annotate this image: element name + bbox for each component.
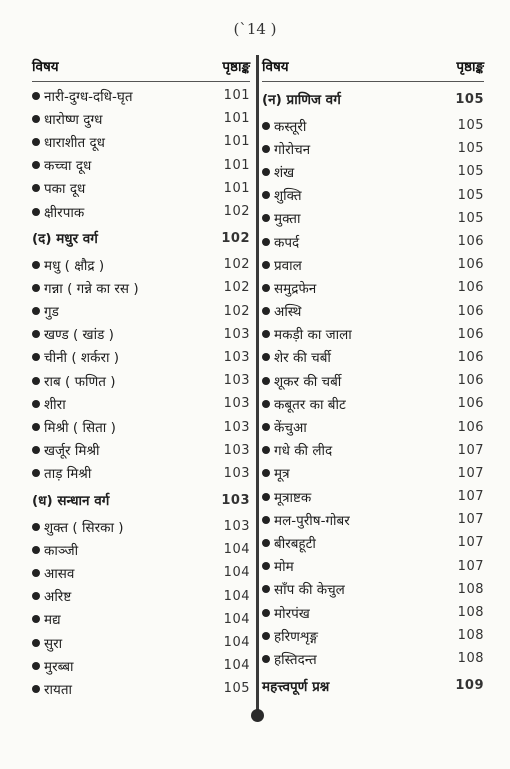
toc-entry bbox=[32, 346, 250, 369]
entry-text: (द) मधुर वर्ग bbox=[32, 231, 98, 248]
entry-page-number: 102 bbox=[221, 230, 250, 246]
entry-text: मुरब्बा bbox=[44, 658, 74, 675]
entry-page-number: 103 bbox=[223, 326, 250, 342]
entry-page-number: 107 bbox=[457, 558, 484, 574]
entry-text: नारी-दुग्ध-दधि-घृत bbox=[44, 88, 133, 105]
entry-title bbox=[262, 580, 345, 598]
bullet-icon bbox=[262, 377, 270, 385]
left-column bbox=[32, 53, 250, 701]
toc-entry bbox=[262, 392, 484, 415]
entry-title bbox=[32, 256, 104, 274]
toc-entry bbox=[32, 515, 250, 538]
entry-page-number: 103 bbox=[223, 396, 250, 412]
entry-title bbox=[32, 541, 78, 559]
entry-page-number: 108 bbox=[457, 581, 484, 597]
entry-text: कपर्द bbox=[274, 234, 300, 251]
bullet-icon bbox=[32, 138, 40, 146]
entry-page-number: 109 bbox=[455, 678, 484, 693]
toc-section-heading bbox=[262, 84, 484, 114]
page-heading: पृष्ठाङ्क bbox=[456, 59, 484, 75]
entry-text: शुक्त ( सिरका ) bbox=[44, 519, 124, 536]
bullet-icon bbox=[32, 353, 40, 361]
entry-text: हरिणशृङ्ग bbox=[274, 628, 318, 645]
toc-entry bbox=[262, 439, 484, 462]
entry-page-number: 104 bbox=[223, 635, 250, 651]
bullet-icon bbox=[262, 446, 270, 454]
entry-title bbox=[262, 117, 306, 135]
entry-text: शंख bbox=[274, 164, 295, 181]
toc-entry bbox=[262, 276, 484, 299]
bullet-icon bbox=[262, 284, 270, 292]
toc-entry bbox=[262, 415, 484, 438]
entry-page-number: 102 bbox=[223, 257, 250, 273]
bullet-icon bbox=[262, 632, 270, 640]
subject-heading: विषय bbox=[262, 59, 289, 75]
entry-text: मुक्ता bbox=[274, 211, 301, 228]
toc-entry bbox=[262, 531, 484, 554]
toc-entry bbox=[262, 578, 484, 601]
bullet-icon bbox=[262, 516, 270, 524]
entry-text: कस्तूरी bbox=[274, 118, 307, 135]
bullet-icon bbox=[32, 307, 40, 315]
bullet-icon bbox=[262, 469, 270, 477]
entry-page-number: 107 bbox=[457, 465, 484, 481]
entry-page-number: 103 bbox=[223, 465, 250, 481]
entry-text: (न) प्राणिज वर्ग bbox=[262, 92, 341, 108]
bullet-icon bbox=[32, 662, 40, 670]
bullet-icon bbox=[32, 546, 40, 554]
bullet-icon bbox=[262, 562, 270, 570]
entry-page-number: 106 bbox=[457, 326, 484, 342]
toc-entry bbox=[262, 624, 484, 647]
entry-title bbox=[262, 464, 290, 482]
toc-entry bbox=[262, 184, 484, 207]
toc-section-heading bbox=[32, 485, 250, 515]
toc-section-heading bbox=[262, 671, 484, 701]
bullet-icon bbox=[262, 168, 270, 176]
bullet-icon bbox=[32, 523, 40, 531]
entry-text: (ध) सन्धान वर्ग bbox=[32, 493, 110, 509]
bullet-icon bbox=[32, 400, 40, 408]
toc-entry bbox=[262, 555, 484, 578]
bullet-icon bbox=[32, 446, 40, 454]
right-contents-list bbox=[262, 84, 484, 701]
divider-end-dot bbox=[251, 709, 264, 722]
entry-text: पका दूध bbox=[44, 181, 86, 198]
entry-title bbox=[32, 279, 139, 297]
entry-page-number: 105 bbox=[457, 141, 484, 157]
entry-page-number: 101 bbox=[223, 88, 250, 104]
bullet-icon bbox=[32, 592, 40, 600]
entry-text: समुद्रफेन bbox=[274, 280, 317, 297]
entry-page-number: 105 bbox=[457, 164, 484, 180]
bullet-icon bbox=[262, 539, 270, 547]
toc-entry bbox=[32, 585, 250, 608]
bullet-icon bbox=[32, 161, 40, 169]
entry-page-number: 106 bbox=[457, 303, 484, 319]
bullet-icon bbox=[32, 330, 40, 338]
entry-title bbox=[262, 511, 350, 529]
entry-text: काञ्जी bbox=[44, 542, 79, 559]
left-header bbox=[32, 53, 250, 75]
column-divider bbox=[256, 55, 259, 713]
bullet-icon bbox=[262, 353, 270, 361]
entry-page-number: 106 bbox=[457, 257, 484, 273]
entry-text: साँप की केचुल bbox=[274, 582, 345, 599]
entry-title bbox=[262, 372, 341, 390]
entry-title bbox=[262, 325, 352, 343]
toc-entry bbox=[32, 538, 250, 561]
entry-title bbox=[32, 491, 109, 509]
bullet-icon bbox=[262, 330, 270, 338]
toc-entry bbox=[262, 253, 484, 276]
bullet-icon bbox=[262, 191, 270, 199]
toc-entry bbox=[32, 84, 250, 107]
bullet-icon bbox=[32, 685, 40, 693]
entry-page-number: 102 bbox=[223, 280, 250, 296]
entry-page-number: 105 bbox=[457, 210, 484, 226]
entry-page-number: 104 bbox=[223, 588, 250, 604]
bullet-icon bbox=[32, 284, 40, 292]
entry-text: शुक्ति bbox=[274, 188, 302, 205]
entry-text: हस्तिदन्त bbox=[274, 651, 317, 668]
subject-heading: विषय bbox=[32, 59, 59, 75]
header-divider bbox=[32, 81, 250, 82]
entry-title bbox=[32, 610, 61, 628]
entry-title bbox=[262, 441, 332, 459]
entry-title bbox=[32, 657, 74, 675]
entry-text: महत्त्वपूर्ण प्रश्न bbox=[262, 678, 330, 695]
entry-page-number: 103 bbox=[223, 373, 250, 389]
entry-title bbox=[262, 256, 302, 274]
bullet-icon bbox=[262, 307, 270, 315]
entry-text: गन्ना ( गन्ने का रस ) bbox=[44, 280, 139, 297]
entry-title bbox=[32, 372, 116, 390]
toc-entry bbox=[32, 369, 250, 392]
bullet-icon bbox=[262, 214, 270, 222]
entry-page-number: 107 bbox=[457, 442, 484, 458]
entry-title bbox=[32, 564, 74, 582]
entry-text: मकड़ी का जाला bbox=[274, 327, 352, 344]
entry-title bbox=[32, 587, 71, 605]
entry-text: मधु ( क्षौद्र ) bbox=[44, 257, 105, 274]
page-heading: पृष्ठाङ्क bbox=[222, 59, 250, 75]
entry-title bbox=[262, 677, 329, 695]
toc-entry bbox=[32, 392, 250, 415]
entry-page-number: 101 bbox=[223, 180, 250, 196]
bullet-icon bbox=[32, 115, 40, 123]
entry-page-number: 108 bbox=[457, 605, 484, 621]
toc-entry bbox=[32, 177, 250, 200]
toc-entry bbox=[32, 200, 250, 223]
entry-title bbox=[32, 325, 114, 343]
page-number: (`14 ) bbox=[233, 20, 277, 38]
entry-title bbox=[32, 518, 124, 536]
entry-text: कबूतर का बीट bbox=[274, 396, 346, 413]
toc-entry bbox=[262, 369, 484, 392]
toc-entry bbox=[262, 508, 484, 531]
right-header bbox=[262, 53, 484, 75]
entry-text: मिश्री ( सिता ) bbox=[44, 420, 116, 437]
entry-page-number: 102 bbox=[223, 204, 250, 220]
entry-text: मूत्राष्टक bbox=[274, 489, 312, 506]
entry-page-number: 106 bbox=[457, 373, 484, 389]
bullet-icon bbox=[32, 208, 40, 216]
entry-title bbox=[262, 627, 318, 645]
entry-text: मूत्र bbox=[274, 466, 290, 483]
entry-text: चीनी ( शर्करा ) bbox=[44, 350, 120, 367]
toc-entry bbox=[32, 608, 250, 631]
toc-entry bbox=[32, 654, 250, 677]
entry-text: मोम bbox=[274, 559, 294, 576]
entry-page-number: 104 bbox=[223, 658, 250, 674]
bullet-icon bbox=[262, 145, 270, 153]
bullet-icon bbox=[32, 615, 40, 623]
bullet-icon bbox=[262, 493, 270, 501]
entry-text: आसव bbox=[44, 565, 75, 582]
toc-entry bbox=[262, 300, 484, 323]
entry-text: मद्य bbox=[44, 612, 61, 629]
entry-title bbox=[262, 650, 317, 668]
entry-title bbox=[32, 229, 98, 247]
entry-page-number: 105 bbox=[457, 187, 484, 203]
toc-entry bbox=[32, 631, 250, 654]
entry-title bbox=[32, 395, 66, 413]
toc-entry bbox=[262, 601, 484, 624]
entry-text: कच्चा दूध bbox=[44, 158, 92, 175]
bullet-icon bbox=[32, 261, 40, 269]
entry-text: सुरा bbox=[44, 635, 63, 652]
entry-text: धाराशीत दूध bbox=[44, 134, 105, 151]
entry-page-number: 106 bbox=[457, 396, 484, 412]
entry-title bbox=[262, 209, 301, 227]
bullet-icon bbox=[32, 569, 40, 577]
bullet-icon bbox=[262, 122, 270, 130]
entry-title bbox=[262, 395, 346, 413]
toc-entry bbox=[32, 439, 250, 462]
bullet-icon bbox=[32, 423, 40, 431]
entry-title bbox=[32, 156, 91, 174]
entry-title bbox=[32, 302, 59, 320]
entry-title bbox=[262, 186, 302, 204]
entry-title bbox=[262, 604, 310, 622]
entry-text: गधे की लीद bbox=[274, 443, 333, 460]
entry-text: मल-पुरीष-गोबर bbox=[274, 512, 350, 529]
bullet-icon bbox=[32, 184, 40, 192]
toc-entry bbox=[262, 462, 484, 485]
entry-page-number: 105 bbox=[223, 681, 250, 697]
toc-entry bbox=[32, 253, 250, 276]
entry-page-number: 107 bbox=[457, 535, 484, 551]
toc-entry bbox=[32, 300, 250, 323]
entry-page-number: 103 bbox=[223, 519, 250, 535]
header-divider bbox=[262, 81, 484, 82]
bullet-icon bbox=[262, 609, 270, 617]
toc-entry bbox=[32, 677, 250, 700]
entry-page-number: 101 bbox=[223, 134, 250, 150]
bullet-icon bbox=[262, 585, 270, 593]
entry-title bbox=[262, 279, 316, 297]
entry-page-number: 103 bbox=[223, 419, 250, 435]
entry-title bbox=[262, 302, 301, 320]
entry-title bbox=[32, 418, 116, 436]
entry-title bbox=[262, 418, 307, 436]
toc-entry bbox=[32, 154, 250, 177]
entry-page-number: 106 bbox=[457, 234, 484, 250]
entry-text: खर्जूर मिश्री bbox=[44, 443, 100, 460]
entry-page-number: 106 bbox=[457, 280, 484, 296]
entry-title bbox=[262, 557, 294, 575]
toc-entry bbox=[262, 346, 484, 369]
toc-entry bbox=[32, 107, 250, 130]
toc-entry bbox=[262, 114, 484, 137]
entry-title bbox=[32, 110, 102, 128]
entry-title bbox=[32, 133, 105, 151]
entry-text: खण्ड ( खांड ) bbox=[44, 327, 114, 344]
entry-text: शेर की चर्बी bbox=[274, 350, 331, 367]
entry-title bbox=[32, 179, 85, 197]
entry-title bbox=[262, 233, 299, 251]
entry-page-number: 104 bbox=[223, 542, 250, 558]
entry-text: केंचुआ bbox=[274, 420, 307, 437]
bullet-icon bbox=[32, 469, 40, 477]
toc-entry bbox=[32, 561, 250, 584]
entry-text: रायता bbox=[44, 681, 73, 698]
entry-page-number: 101 bbox=[223, 111, 250, 127]
entry-title bbox=[262, 348, 331, 366]
toc-entry bbox=[262, 207, 484, 230]
entry-text: अस्थि bbox=[274, 304, 302, 321]
entry-title bbox=[262, 163, 294, 181]
entry-title bbox=[32, 441, 100, 459]
entry-title bbox=[262, 90, 341, 108]
entry-page-number: 104 bbox=[223, 565, 250, 581]
bullet-icon bbox=[32, 377, 40, 385]
entry-title bbox=[32, 680, 72, 698]
toc-entry bbox=[32, 276, 250, 299]
entry-text: शीरा bbox=[44, 396, 66, 413]
entry-text: अरिष्ट bbox=[44, 589, 72, 606]
entry-page-number: 103 bbox=[223, 349, 250, 365]
entry-text: ताड़ मिश्री bbox=[44, 466, 92, 483]
toc-entry bbox=[32, 130, 250, 153]
bullet-icon bbox=[32, 92, 40, 100]
entry-text: गुड bbox=[44, 304, 59, 321]
entry-text: धारोष्ण दुग्ध bbox=[44, 111, 103, 128]
toc-entry bbox=[32, 323, 250, 346]
right-column bbox=[262, 53, 484, 701]
entry-title bbox=[262, 140, 310, 158]
entry-page-number: 106 bbox=[457, 419, 484, 435]
entry-page-number: 101 bbox=[223, 157, 250, 173]
toc-entry bbox=[262, 323, 484, 346]
entry-page-number: 107 bbox=[457, 512, 484, 528]
bullet-icon bbox=[262, 400, 270, 408]
toc-section-heading bbox=[32, 223, 250, 253]
entry-page-number: 107 bbox=[457, 489, 484, 505]
entry-title bbox=[32, 464, 91, 482]
toc-entry bbox=[262, 137, 484, 160]
entry-text: प्रवाल bbox=[274, 257, 302, 274]
entry-title bbox=[32, 348, 119, 366]
entry-page-number: 103 bbox=[223, 442, 250, 458]
toc-entry bbox=[262, 647, 484, 670]
entry-page-number: 105 bbox=[457, 118, 484, 134]
entry-page-number: 108 bbox=[457, 628, 484, 644]
entry-text: गोरोचन bbox=[274, 141, 311, 158]
entry-title bbox=[262, 534, 316, 552]
entry-title bbox=[262, 488, 311, 506]
toc-entry bbox=[262, 160, 484, 183]
entry-text: शूकर की चर्बी bbox=[274, 373, 342, 390]
entry-page-number: 103 bbox=[221, 492, 250, 508]
entry-title bbox=[32, 87, 133, 105]
entry-text: मोरपंख bbox=[274, 605, 310, 622]
entry-text: बीरबहूटी bbox=[274, 535, 316, 552]
toc-entry bbox=[262, 485, 484, 508]
bullet-icon bbox=[262, 423, 270, 431]
toc-entry bbox=[32, 415, 250, 438]
entry-text: क्षीरपाक bbox=[44, 204, 85, 221]
entry-page-number: 102 bbox=[223, 303, 250, 319]
bullet-icon bbox=[262, 261, 270, 269]
entry-text: राब ( फणित ) bbox=[44, 373, 116, 390]
toc-entry bbox=[32, 462, 250, 485]
entry-page-number: 104 bbox=[223, 611, 250, 627]
left-contents-list bbox=[32, 84, 250, 701]
toc-entry bbox=[262, 230, 484, 253]
entry-page-number: 106 bbox=[457, 349, 484, 365]
bullet-icon bbox=[262, 655, 270, 663]
entry-page-number: 108 bbox=[457, 651, 484, 667]
entry-page-number: 105 bbox=[455, 91, 484, 107]
entry-title bbox=[32, 203, 84, 221]
bullet-icon bbox=[32, 639, 40, 647]
entry-title bbox=[32, 634, 62, 652]
bullet-icon bbox=[262, 238, 270, 246]
